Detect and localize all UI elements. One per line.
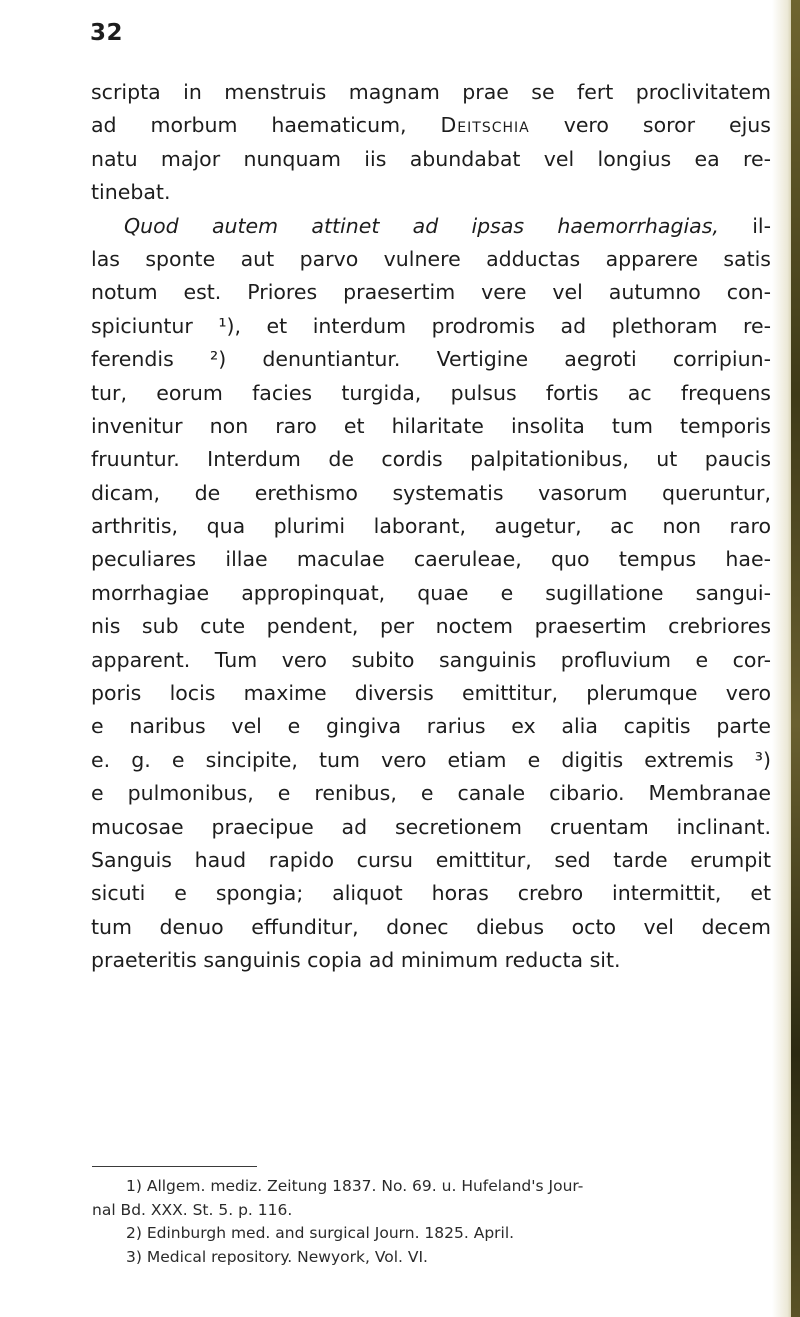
text-line: invenitur non raro et hilaritate insolita tum temporis (91, 413, 771, 438)
text-line: spiciuntur ¹), et interdum prodromis ad plethoram re- (91, 313, 771, 338)
text-line: fruuntur. Interdum de cordis palpitationibus, ut paucis (91, 447, 771, 472)
text-line: las sponte aut parvo vulnere adductas apparere satis (91, 246, 771, 271)
text-fragment: ad morbum haematicum, (91, 113, 407, 138)
footnote-3: 3) Medical repository. Newyork, Vol. VI. (126, 1247, 428, 1266)
text-line: notum est. Priores praesertim vere vel autumno con- (91, 280, 771, 305)
text-line: morrhagiae appropinquat, quae e sugillatione sangui- (91, 580, 771, 605)
person-name: Deitschia (440, 113, 530, 138)
text-line: sicuti e spongia; aliquot horas crebro intermittit, et (91, 881, 771, 906)
footnote-2: 2) Edinburgh med. and surgical Journ. 1825. April. (126, 1224, 515, 1242)
text-line: tum denuo effunditur, donec diebus octo vel decem (91, 914, 771, 939)
text-line: scripta in menstruis magnam prae se fert proclivitatem (91, 80, 771, 104)
footnote-1: 1) Allgem. mediz. Zeitung 1837. No. 69. u. Hufeland's Jour- (126, 1177, 584, 1195)
text-line: tur, eorum facies turgida, pulsus fortis ac frequens (91, 380, 771, 405)
text-line: poris locis maxime diversis emittitur, plerumque vero (91, 681, 771, 706)
text-fragment: il- (718, 213, 771, 238)
footnote-1-continued: nal Bd. XXX. St. 5. p. 116. (92, 1200, 293, 1219)
text-line: arthritis, qua plurimi laborant, augetur, ac non raro (91, 514, 771, 539)
footnotes (92, 1175, 752, 1269)
italic-phrase: Quod autem attinet ad ipsas haemorrhagias, (124, 213, 719, 238)
text-line: e naribus vel e gingiva rarius ex alia capitis parte (91, 714, 771, 739)
text-line (91, 109, 771, 142)
text-line: ferendis ²) denuntiantur. Vertigine aegroti corripiun- (91, 347, 771, 372)
main-text (91, 76, 771, 978)
text-line (91, 210, 771, 243)
text-line: natu major nunquam iis abundabat vel longius ea re- (91, 146, 771, 171)
text-line: e pulmonibus, e renibus, e canale cibario. Membranae (91, 781, 771, 806)
text-fragment: vero soror ejus (563, 113, 771, 138)
page-edge-binding (791, 0, 800, 1317)
text-line: praeteritis sanguinis copia ad minimum reducta sit. (91, 948, 621, 973)
text-line: mucosae praecipue ad secretionem cruentam inclinant. (91, 814, 771, 839)
text-line: e. g. e sincipite, tum vero etiam e digitis extremis ³) (91, 747, 771, 772)
text-line: dicam, de erethismo systematis vasorum queruntur, (91, 480, 771, 505)
footnote-divider (92, 1166, 257, 1167)
text-line: tinebat. (91, 180, 171, 205)
text-line: nis sub cute pendent, per noctem praesertim crebriores (91, 614, 771, 639)
page-number: 32 (90, 20, 124, 46)
text-line: apparent. Tum vero subito sanguinis profluvium e cor- (91, 647, 771, 672)
text-line: peculiares illae maculae caeruleae, quo tempus hae- (91, 547, 771, 572)
text-line: Sanguis haud rapido cursu emittitur, sed tarde erumpit (91, 847, 771, 872)
